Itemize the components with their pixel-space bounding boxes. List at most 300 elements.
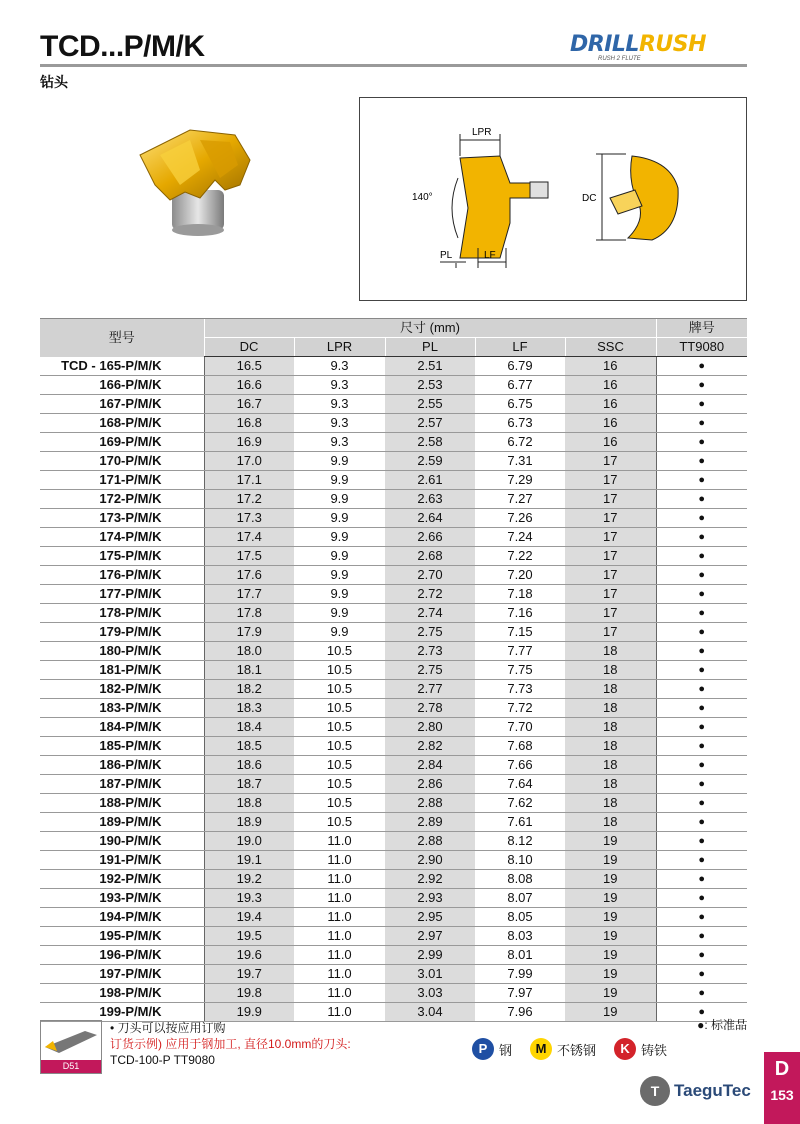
dc-cell: 16.6 xyxy=(204,376,294,395)
dimension-diagram xyxy=(359,97,747,301)
pl-cell: 3.04 xyxy=(385,1003,475,1022)
page-number: 153 xyxy=(770,1087,794,1103)
ssc-cell: 17 xyxy=(565,566,656,585)
model-cell: 199-P/M/K xyxy=(40,1003,204,1022)
dc-cell: 18.5 xyxy=(204,737,294,756)
lpr-cell: 11.0 xyxy=(294,984,385,1003)
ssc-cell: 18 xyxy=(565,813,656,832)
lpr-cell: 10.5 xyxy=(294,756,385,775)
dc-cell: 18.0 xyxy=(204,642,294,661)
table-row xyxy=(40,870,747,889)
pl-cell: 2.64 xyxy=(385,509,475,528)
ssc-cell: 17 xyxy=(565,490,656,509)
col-dc: DC xyxy=(204,338,294,357)
grade-cell: ● xyxy=(656,699,747,718)
pl-cell: 3.03 xyxy=(385,984,475,1003)
pl-cell: 2.74 xyxy=(385,604,475,623)
ssc-cell: 16 xyxy=(565,376,656,395)
lf-cell: 7.70 xyxy=(475,718,565,737)
pl-cell: 2.95 xyxy=(385,908,475,927)
table-row xyxy=(40,737,747,756)
lpr-cell: 10.5 xyxy=(294,680,385,699)
model-cell: 193-P/M/K xyxy=(40,889,204,908)
header-model: 型号 xyxy=(40,319,204,357)
pl-cell: 2.77 xyxy=(385,680,475,699)
model-cell: 175-P/M/K xyxy=(40,547,204,566)
ssc-cell: 19 xyxy=(565,889,656,908)
dc-cell: 17.1 xyxy=(204,471,294,490)
grade-cell: ● xyxy=(656,984,747,1003)
dc-cell: 17.2 xyxy=(204,490,294,509)
lpr-cell: 11.0 xyxy=(294,832,385,851)
pl-cell: 2.58 xyxy=(385,433,475,452)
lf-cell: 7.29 xyxy=(475,471,565,490)
model-cell: 177-P/M/K xyxy=(40,585,204,604)
grade-cell: ● xyxy=(656,357,747,376)
ssc-cell: 18 xyxy=(565,737,656,756)
lpr-cell: 10.5 xyxy=(294,661,385,680)
dc-cell: 17.4 xyxy=(204,528,294,547)
grade-cell: ● xyxy=(656,832,747,851)
k-badge-icon: K xyxy=(614,1038,636,1060)
model-cell: 169-P/M/K xyxy=(40,433,204,452)
ssc-cell: 18 xyxy=(565,718,656,737)
lpr-cell: 10.5 xyxy=(294,718,385,737)
dc-cell: 16.7 xyxy=(204,395,294,414)
grade-cell: ● xyxy=(656,1003,747,1022)
table-row xyxy=(40,357,747,376)
grade-cell: ● xyxy=(656,908,747,927)
col-pl: PL xyxy=(385,338,475,357)
model-cell: 180-P/M/K xyxy=(40,642,204,661)
table-row xyxy=(40,965,747,984)
table-row xyxy=(40,718,747,737)
taegutec-logo-icon: T xyxy=(640,1076,670,1106)
grade-cell: ● xyxy=(656,642,747,661)
model-cell: 172-P/M/K xyxy=(40,490,204,509)
note-line-3: TCD-100-P TT9080 xyxy=(110,1053,215,1067)
model-cell: 181-P/M/K xyxy=(40,661,204,680)
ssc-cell: 17 xyxy=(565,623,656,642)
model-cell: 192-P/M/K xyxy=(40,870,204,889)
pl-cell: 2.78 xyxy=(385,699,475,718)
material-legend xyxy=(472,1038,667,1060)
specification-table xyxy=(40,318,747,1022)
logo-drill-text: DRILL xyxy=(570,32,639,57)
dc-cell: 19.3 xyxy=(204,889,294,908)
table-row xyxy=(40,889,747,908)
model-cell: 182-P/M/K xyxy=(40,680,204,699)
ssc-cell: 17 xyxy=(565,604,656,623)
pl-cell: 2.82 xyxy=(385,737,475,756)
lf-cell: 6.73 xyxy=(475,414,565,433)
dc-cell: 19.4 xyxy=(204,908,294,927)
ssc-cell: 17 xyxy=(565,471,656,490)
lf-cell: 7.61 xyxy=(475,813,565,832)
pl-cell: 2.63 xyxy=(385,490,475,509)
grade-cell: ● xyxy=(656,395,747,414)
lf-cell: 6.75 xyxy=(475,395,565,414)
pl-cell: 2.80 xyxy=(385,718,475,737)
lpr-cell: 9.3 xyxy=(294,433,385,452)
legend-cast-iron xyxy=(614,1038,667,1060)
pl-cell: 2.61 xyxy=(385,471,475,490)
lpr-cell: 11.0 xyxy=(294,965,385,984)
pl-cell: 3.01 xyxy=(385,965,475,984)
grade-cell: ● xyxy=(656,490,747,509)
ssc-cell: 17 xyxy=(565,547,656,566)
grade-cell: ● xyxy=(656,433,747,452)
table-row xyxy=(40,452,747,471)
ssc-cell: 18 xyxy=(565,699,656,718)
grade-cell: ● xyxy=(656,851,747,870)
dc-cell: 18.7 xyxy=(204,775,294,794)
lf-cell: 7.26 xyxy=(475,509,565,528)
model-cell: 179-P/M/K xyxy=(40,623,204,642)
dc-cell: 19.5 xyxy=(204,927,294,946)
ssc-cell: 17 xyxy=(565,452,656,471)
table-row xyxy=(40,927,747,946)
reference-thumbnail xyxy=(40,1020,102,1074)
model-cell: 196-P/M/K xyxy=(40,946,204,965)
dc-cell: 18.4 xyxy=(204,718,294,737)
ssc-cell: 19 xyxy=(565,908,656,927)
pl-cell: 2.57 xyxy=(385,414,475,433)
grade-cell: ● xyxy=(656,376,747,395)
lpr-cell: 9.9 xyxy=(294,509,385,528)
lpr-cell: 11.0 xyxy=(294,908,385,927)
lpr-cell: 10.5 xyxy=(294,794,385,813)
section-letter: D xyxy=(774,1058,790,1080)
model-cell: 190-P/M/K xyxy=(40,832,204,851)
drillrush-logo xyxy=(570,32,750,66)
lpr-cell: 11.0 xyxy=(294,889,385,908)
lf-cell: 7.97 xyxy=(475,984,565,1003)
grade-cell: ● xyxy=(656,946,747,965)
model-cell: 170-P/M/K xyxy=(40,452,204,471)
grade-cell: ● xyxy=(656,528,747,547)
section-tab xyxy=(764,1052,800,1124)
header-dimensions: 尺寸 (mm) xyxy=(204,319,656,338)
notes-section xyxy=(40,1016,747,1076)
legend-stainless-label: 不锈钢 xyxy=(557,1042,597,1058)
pl-cell: 2.97 xyxy=(385,927,475,946)
model-cell: 173-P/M/K xyxy=(40,509,204,528)
note-line-1: • 刀头可以按应用订购 xyxy=(110,1021,226,1035)
table-row xyxy=(40,832,747,851)
table-body xyxy=(40,357,747,1022)
dc-cell: 18.2 xyxy=(204,680,294,699)
lf-cell: 7.24 xyxy=(475,528,565,547)
pl-cell: 2.89 xyxy=(385,813,475,832)
model-cell: 191-P/M/K xyxy=(40,851,204,870)
lf-cell: 7.64 xyxy=(475,775,565,794)
pl-cell: 2.88 xyxy=(385,832,475,851)
pl-label: PL xyxy=(440,250,453,261)
logo-tagline: RUSH 2 FLUTE xyxy=(598,56,641,62)
lpr-cell: 9.9 xyxy=(294,623,385,642)
lpr-cell: 10.5 xyxy=(294,699,385,718)
page-subtitle: 钻头 xyxy=(40,74,68,90)
ssc-cell: 19 xyxy=(565,851,656,870)
dc-cell: 17.0 xyxy=(204,452,294,471)
dc-cell: 17.8 xyxy=(204,604,294,623)
ssc-cell: 19 xyxy=(565,870,656,889)
pl-cell: 2.70 xyxy=(385,566,475,585)
table-row xyxy=(40,642,747,661)
grade-cell: ● xyxy=(656,623,747,642)
table-row xyxy=(40,509,747,528)
grade-cell: ● xyxy=(656,414,747,433)
lpr-cell: 9.9 xyxy=(294,490,385,509)
lf-cell: 7.68 xyxy=(475,737,565,756)
dc-cell: 16.5 xyxy=(204,357,294,376)
pl-cell: 2.53 xyxy=(385,376,475,395)
lf-cell: 7.18 xyxy=(475,585,565,604)
table-row xyxy=(40,623,747,642)
dc-cell: 17.9 xyxy=(204,623,294,642)
ssc-cell: 16 xyxy=(565,357,656,376)
lpr-cell: 9.9 xyxy=(294,471,385,490)
lf-cell: 6.77 xyxy=(475,376,565,395)
grade-cell: ● xyxy=(656,680,747,699)
pl-cell: 2.55 xyxy=(385,395,475,414)
lf-cell: 7.73 xyxy=(475,680,565,699)
model-cell: 174-P/M/K xyxy=(40,528,204,547)
ssc-cell: 18 xyxy=(565,775,656,794)
ssc-cell: 16 xyxy=(565,414,656,433)
grade-cell: ● xyxy=(656,585,747,604)
note-line-2: 订货示例) 应用于钢加工, 直径10.0mm的刀头: xyxy=(110,1037,351,1051)
model-cell: 171-P/M/K xyxy=(40,471,204,490)
grade-cell: ● xyxy=(656,775,747,794)
model-cell: TCD - 165-P/M/K xyxy=(40,357,204,376)
dc-cell: 19.7 xyxy=(204,965,294,984)
lf-cell: 8.05 xyxy=(475,908,565,927)
dc-cell: 16.8 xyxy=(204,414,294,433)
model-cell: 167-P/M/K xyxy=(40,395,204,414)
dc-cell: 19.1 xyxy=(204,851,294,870)
lpr-cell: 9.9 xyxy=(294,547,385,566)
lf-cell: 8.03 xyxy=(475,927,565,946)
lpr-cell: 10.5 xyxy=(294,775,385,794)
legend-cast-iron-label: 铸铁 xyxy=(641,1042,668,1058)
drill-insert-image xyxy=(130,110,280,260)
dc-cell: 19.9 xyxy=(204,1003,294,1022)
lf-cell: 7.15 xyxy=(475,623,565,642)
pl-cell: 2.99 xyxy=(385,946,475,965)
ssc-cell: 18 xyxy=(565,642,656,661)
table-row xyxy=(40,946,747,965)
dc-cell: 17.3 xyxy=(204,509,294,528)
legend-stainless xyxy=(530,1038,596,1060)
ssc-cell: 18 xyxy=(565,680,656,699)
lpr-cell: 9.9 xyxy=(294,585,385,604)
pl-cell: 2.75 xyxy=(385,661,475,680)
model-cell: 183-P/M/K xyxy=(40,699,204,718)
dc-cell: 18.6 xyxy=(204,756,294,775)
table-row xyxy=(40,471,747,490)
grade-cell: ● xyxy=(656,604,747,623)
pl-cell: 2.86 xyxy=(385,775,475,794)
pl-cell: 2.51 xyxy=(385,357,475,376)
table-row xyxy=(40,528,747,547)
pl-cell: 2.75 xyxy=(385,623,475,642)
lpr-cell: 11.0 xyxy=(294,1003,385,1022)
table-row xyxy=(40,775,747,794)
ssc-cell: 17 xyxy=(565,528,656,547)
lpr-cell: 9.9 xyxy=(294,566,385,585)
table-row xyxy=(40,490,747,509)
dc-cell: 19.2 xyxy=(204,870,294,889)
lf-cell: 7.77 xyxy=(475,642,565,661)
lf-cell: 7.16 xyxy=(475,604,565,623)
logo-rush-text: RUSH xyxy=(638,32,706,57)
ssc-cell: 19 xyxy=(565,946,656,965)
dc-cell: 18.8 xyxy=(204,794,294,813)
table-row xyxy=(40,414,747,433)
table-row xyxy=(40,604,747,623)
lf-cell: 7.31 xyxy=(475,452,565,471)
lf-cell: 7.99 xyxy=(475,965,565,984)
taegutec-brand xyxy=(640,1076,751,1106)
col-lpr: LPR xyxy=(294,338,385,357)
table-row xyxy=(40,661,747,680)
ssc-cell: 17 xyxy=(565,585,656,604)
pl-cell: 2.88 xyxy=(385,794,475,813)
lf-cell: 7.96 xyxy=(475,1003,565,1022)
lf-cell: 7.62 xyxy=(475,794,565,813)
table-row xyxy=(40,756,747,775)
lf-cell: 7.66 xyxy=(475,756,565,775)
dc-cell: 19.0 xyxy=(204,832,294,851)
grade-cell: ● xyxy=(656,737,747,756)
ssc-cell: 18 xyxy=(565,794,656,813)
grade-cell: ● xyxy=(656,965,747,984)
lpr-cell: 10.5 xyxy=(294,737,385,756)
thumbnail-tag: D51 xyxy=(41,1060,101,1073)
lf-cell: 7.75 xyxy=(475,661,565,680)
angle-label: 140° xyxy=(412,192,433,203)
ssc-cell: 19 xyxy=(565,927,656,946)
table-row xyxy=(40,984,747,1003)
lpr-cell: 9.3 xyxy=(294,395,385,414)
lf-cell: 8.07 xyxy=(475,889,565,908)
lpr-cell: 11.0 xyxy=(294,946,385,965)
pl-cell: 2.72 xyxy=(385,585,475,604)
lpr-cell: 11.0 xyxy=(294,927,385,946)
col-tt9080: TT9080 xyxy=(656,338,747,357)
lf-cell: 8.12 xyxy=(475,832,565,851)
grade-cell: ● xyxy=(656,889,747,908)
pl-cell: 2.84 xyxy=(385,756,475,775)
table-row xyxy=(40,585,747,604)
dc-cell: 17.5 xyxy=(204,547,294,566)
model-cell: 185-P/M/K xyxy=(40,737,204,756)
model-cell: 188-P/M/K xyxy=(40,794,204,813)
order-note xyxy=(110,1020,351,1068)
table-row xyxy=(40,851,747,870)
lpr-cell: 11.0 xyxy=(294,870,385,889)
grade-cell: ● xyxy=(656,794,747,813)
col-lf: LF xyxy=(475,338,565,357)
grade-cell: ● xyxy=(656,566,747,585)
model-cell: 166-P/M/K xyxy=(40,376,204,395)
model-cell: 195-P/M/K xyxy=(40,927,204,946)
dc-cell: 19.6 xyxy=(204,946,294,965)
dc-label: DC xyxy=(582,193,597,204)
grade-cell: ● xyxy=(656,870,747,889)
table-row xyxy=(40,680,747,699)
lf-label: LF xyxy=(484,250,496,261)
lf-cell: 8.01 xyxy=(475,946,565,965)
dc-cell: 18.1 xyxy=(204,661,294,680)
brand-name: TaeguTec xyxy=(674,1081,751,1100)
lf-cell: 7.22 xyxy=(475,547,565,566)
dc-cell: 19.8 xyxy=(204,984,294,1003)
lf-cell: 7.27 xyxy=(475,490,565,509)
lf-cell: 6.79 xyxy=(475,357,565,376)
table-row xyxy=(40,908,747,927)
grade-cell: ● xyxy=(656,509,747,528)
model-cell: 184-P/M/K xyxy=(40,718,204,737)
model-cell: 178-P/M/K xyxy=(40,604,204,623)
grade-cell: ● xyxy=(656,756,747,775)
lpr-cell: 9.9 xyxy=(294,452,385,471)
ssc-cell: 19 xyxy=(565,984,656,1003)
ssc-cell: 16 xyxy=(565,395,656,414)
model-cell: 168-P/M/K xyxy=(40,414,204,433)
table-row xyxy=(40,566,747,585)
pl-cell: 2.59 xyxy=(385,452,475,471)
pl-cell: 2.92 xyxy=(385,870,475,889)
table-row xyxy=(40,395,747,414)
pl-cell: 2.93 xyxy=(385,889,475,908)
lf-cell: 8.08 xyxy=(475,870,565,889)
lf-cell: 8.10 xyxy=(475,851,565,870)
lf-cell: 7.20 xyxy=(475,566,565,585)
lf-cell: 6.72 xyxy=(475,433,565,452)
grade-cell: ● xyxy=(656,452,747,471)
lf-cell: 7.72 xyxy=(475,699,565,718)
col-ssc: SSC xyxy=(565,338,656,357)
lpr-cell: 9.9 xyxy=(294,604,385,623)
table-row xyxy=(40,547,747,566)
lpr-cell: 10.5 xyxy=(294,813,385,832)
dc-cell: 17.7 xyxy=(204,585,294,604)
table-row xyxy=(40,376,747,395)
table-row xyxy=(40,813,747,832)
dc-cell: 16.9 xyxy=(204,433,294,452)
legend-steel xyxy=(472,1038,512,1060)
model-cell: 189-P/M/K xyxy=(40,813,204,832)
grade-cell: ● xyxy=(656,718,747,737)
header-grade: 牌号 xyxy=(656,319,747,338)
dc-cell: 18.9 xyxy=(204,813,294,832)
dc-cell: 17.6 xyxy=(204,566,294,585)
legend-steel-label: 钢 xyxy=(499,1042,513,1058)
standard-item-note: ●: 标准品 xyxy=(697,1018,747,1032)
ssc-cell: 18 xyxy=(565,661,656,680)
model-cell: 187-P/M/K xyxy=(40,775,204,794)
lpr-cell: 10.5 xyxy=(294,642,385,661)
grade-cell: ● xyxy=(656,661,747,680)
grade-cell: ● xyxy=(656,813,747,832)
grade-cell: ● xyxy=(656,927,747,946)
lpr-cell: 9.9 xyxy=(294,528,385,547)
grade-cell: ● xyxy=(656,471,747,490)
table-row xyxy=(40,699,747,718)
